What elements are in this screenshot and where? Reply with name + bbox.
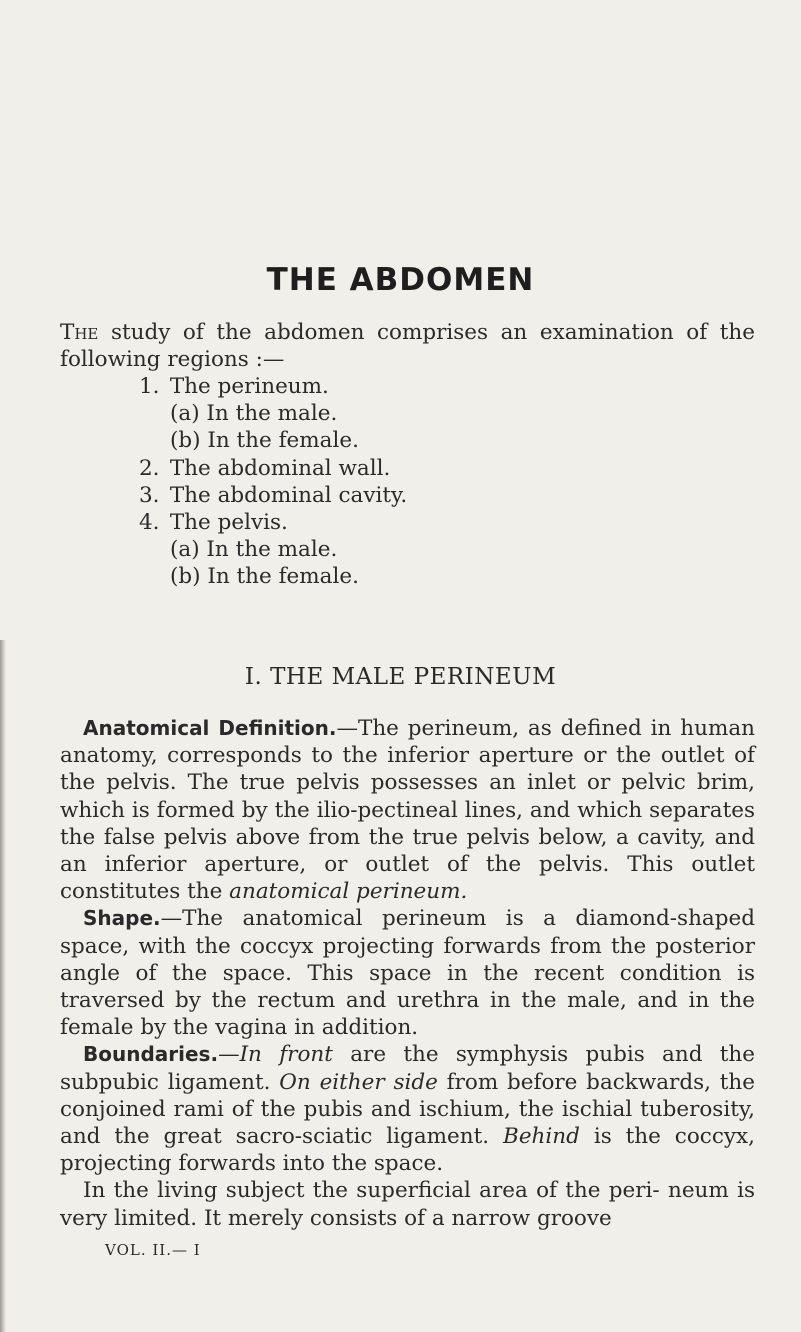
list-item: 4. The pelvis.	[139, 510, 288, 536]
list-item: 3. The abdominal cavity.	[139, 482, 408, 508]
intro-paragraph	[60, 319, 755, 373]
definition-italic: anatomical perineum.	[229, 879, 468, 905]
section-title: I. THE MALE PERINEUM	[244, 664, 557, 690]
list-item: 1. The perineum.	[139, 374, 329, 399]
shape-paragraph: Shape.—The anatomical perineum is a diamond-shaped space, with the coccyx projecting forwards from the posterior angle of the space. This space in the recent condition is traversed by the rectum and urethra in the male, and in the female by the vagina in addition.	[60, 906, 755, 1041]
regions-list	[139, 373, 407, 591]
list-item: 2. The abdominal wall.	[139, 455, 391, 481]
body-text	[60, 715, 755, 1232]
living-paragraph: In the living subject the superficial area of the peri- neum is very limited. It merely consists of a narrow groove	[60, 1178, 755, 1231]
boundaries-paragraph: Boundaries.—In front are the symphysis pubis and the subpubic ligament. On either side from before backwards, the conjoined rami of the pubis and ischium, the ischial tuberosity, and the great sacro-sciatic ligament. Behind is the coccyx, projecting forwards into the space.	[60, 1042, 756, 1177]
page-edge-shadow	[0, 640, 6, 1332]
list-subitem: (b) In the female.	[170, 564, 359, 590]
list-subitem: (a) In the male.	[170, 401, 338, 427]
definition-heading: Anatomical Definition.	[83, 716, 337, 740]
list-subitem: (b) In the female.	[170, 428, 359, 454]
chapter-title: THE ABDOMEN	[266, 262, 535, 298]
list-subitem: (a) In the male.	[170, 537, 338, 563]
definition-paragraph: Anatomical Definition.—The perineum, as defined in human anatomy, corresponds to the inferior aperture or the outlet of the pelvis. The true pelvis possesses an inlet or pelvic brim, which is formed by the ilio-pectineal lines, and which separates the false pelvis above from the true pelvis below, a cavity, and an inferior aperture, or outlet of the pelvis. This outlet constitutes the anatomical perineum.	[60, 716, 755, 905]
intro-text: study of the abdomen comprises an examination of the following regions :—	[60, 320, 755, 373]
shape-heading: Shape.	[83, 906, 161, 931]
boundaries-heading: Boundaries.	[83, 1042, 219, 1067]
intro-lead-word: The	[60, 320, 99, 345]
volume-signature: VOL. II.— I	[105, 1241, 201, 1259]
